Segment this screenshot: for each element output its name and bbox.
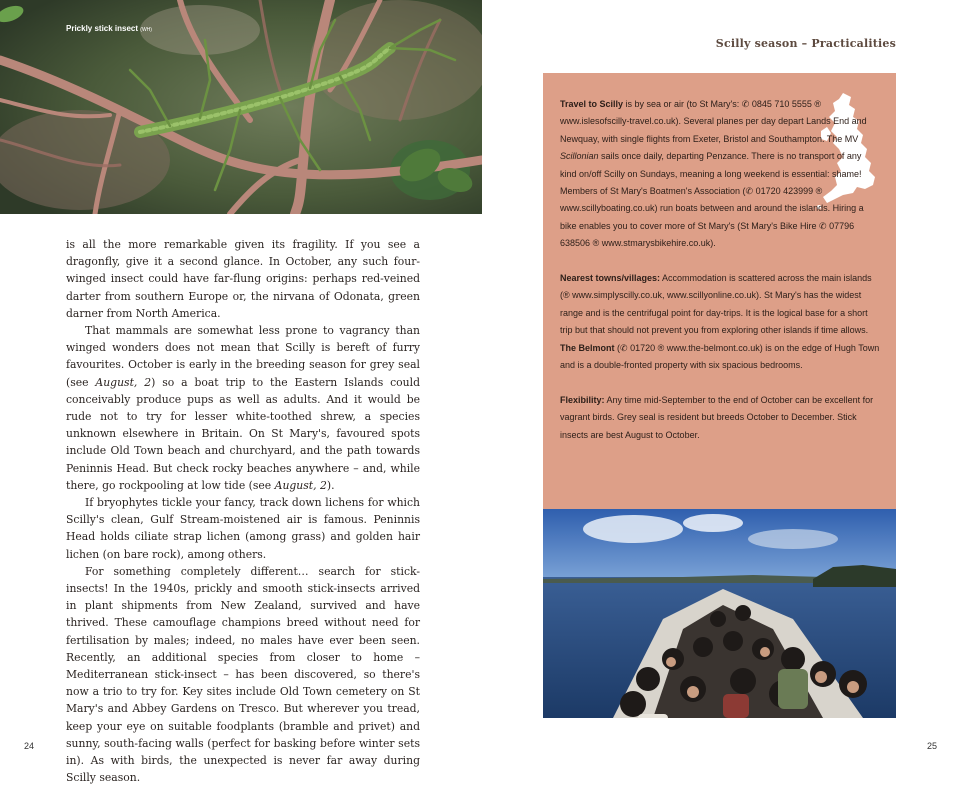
travel-section bbox=[560, 96, 880, 253]
towns-section: Nearest towns/villages: Accommodation is scattered across the main islands (® www.simplyscilly.co.uk, www.scillyonline.co.uk). St Mary's has the widest range and is the centrifugal point for day-trips. It is the logical base for a short trip but that should not prevent you from exploring other islands if time allows. The Belmont (✆ 01720 ® www.the-belmont.co.uk) is on the edge of Hugh Town and is a double-fronted property with six spacious bedrooms. bbox=[560, 273, 880, 371]
running-head: Scilly season – Practicalities bbox=[715, 37, 896, 50]
web-icon: ® bbox=[592, 238, 602, 249]
travel-text: ). bbox=[710, 238, 716, 249]
stick-insect-photo bbox=[0, 0, 482, 214]
paragraph-4: For something completely different… search for stick-insects! In the 1940s, prickly and smooth stick-insects arrived in plant shipments from New Zealand, survived and have thrived. These camouflage champions breed without need for fertilisation by males; indeed, no males have ever been seen. Recently, an additional species from closer to home – Mediterranean stick-insect – has been discovered, so there's now a trio to try for. Key sites include Old Town cemetery on St Mary's and Abbey Gardens on Tresco. But wherever you tread, keep your eye on suitable foodplants (bramble and privet) and sunny, south-facing walls (perfect for basking before winter sets in). As with birds, the unexpected is never far away during Scilly season. bbox=[66, 564, 420, 785]
belmont-website[interactable]: www.the-belmont.co.uk bbox=[666, 342, 760, 353]
paragraph-2 bbox=[66, 322, 420, 494]
web-icon: ® bbox=[814, 99, 822, 109]
phone-icon: ✆ bbox=[620, 342, 631, 353]
phone-icon: ✆ bbox=[741, 99, 752, 109]
boat-website[interactable]: www.scillyboating.co.uk bbox=[560, 203, 655, 214]
left-page-body bbox=[66, 236, 420, 787]
flexibility-label: Flexibility: bbox=[560, 394, 605, 405]
ship-name: Scillonian bbox=[560, 151, 599, 162]
photo-caption bbox=[66, 24, 152, 33]
paragraph-1: is all the more remarkable given its fragility. If you see a dragonfly, give it a second glance. In October, any such four-winged insect could have far-flung origins: perhaps red-veined darter from southern Europe or, the nirvana of Odonata, green darner from North America. bbox=[66, 238, 420, 320]
towns-label: Nearest towns/villages: bbox=[560, 273, 661, 284]
travel-text: is by sea or air (to St Mary's: bbox=[623, 99, 742, 109]
boat-photo bbox=[543, 509, 896, 718]
page-number-left: 24 bbox=[24, 741, 35, 751]
photo-credit: (WH) bbox=[140, 27, 152, 33]
travel-phone: 0845 710 5555 bbox=[751, 99, 812, 109]
bike-phone: 07796 638506 bbox=[560, 220, 855, 249]
practicalities-text bbox=[560, 96, 880, 461]
towns-text: ) is on the edge of Hugh Town and is a double-fronted property with six spacious bedrooms. bbox=[560, 342, 880, 371]
boat-phone: 01720 423999 bbox=[755, 186, 814, 197]
cross-reference: August, 2 bbox=[274, 478, 327, 492]
travel-text: ) run boats between and around the islands. Hiring a bike enables you to cover more of St Mary's (St Mary's Bike Hire bbox=[560, 203, 864, 231]
travel-label: Travel to Scilly bbox=[560, 99, 624, 109]
phone-icon: ✆ bbox=[745, 186, 756, 197]
web-icon: ® bbox=[563, 290, 573, 301]
paragraph-3: If bryophytes tickle your fancy, track down lichens for which Scilly's clean, Gulf Stream-moistened air is famous. Peninnis Head holds ciliate strap lichen (among grass) and golden hair lichen (on bare rock), among others. bbox=[66, 496, 420, 561]
towns-text: Accommodation is scattered across the main islands ( bbox=[560, 273, 872, 301]
page-number-right: 25 bbox=[927, 741, 938, 751]
web-icon: ® bbox=[657, 342, 667, 353]
paragraph-2-middle: ) so a boat trip to the Eastern Islands could conceivably produce pups as well as adults. And it would be rude not to try for lesser white-toothed shrew, a species unknown elsewhere in Britain. On St Mary's, favoured spots include Old Town beach and churchyard, and the path towards Peninnis Head. But check rocky beaches anywhere – and, while there, go rockpooling at low tide (see bbox=[66, 375, 420, 492]
flexibility-section bbox=[560, 392, 880, 444]
travel-text: sails once daily, departing Penzance. There is no transport of any kind on/off Scilly on Sundays, meaning a long weekend is essential: shame! Members of St Mary's Boatmen's Association ( bbox=[560, 151, 862, 197]
paragraph-2-end: ). bbox=[326, 478, 335, 492]
paragraph-2-start: That mammals are somewhat less prone to vagrancy than winged wonders does not mean that Scilly is bereft of furry favourites. October is early in the breeding season for grey seal (see bbox=[66, 324, 420, 389]
travel-text: ). Several planes per day depart Lands End and Newquay, with single flights from Exeter, Bristol and Southampton. The MV bbox=[560, 116, 867, 144]
travel-website[interactable]: www.islesofscilly-travel.co.uk bbox=[560, 116, 676, 127]
towns-websites[interactable]: www.simplyscilly.co.uk, www.scillyonline.co.uk bbox=[572, 290, 757, 301]
towns-text: ). St Mary's has the widest range and is the centrifugal point for day-trips. It is the logical base for a short trip but that should not prevent you from exploring other islands if time allows. bbox=[560, 290, 869, 336]
practicalities-box bbox=[543, 73, 896, 509]
web-icon: ® bbox=[815, 186, 823, 197]
bike-website[interactable]: www.stmarysbikehire.co.uk bbox=[601, 238, 711, 249]
boat-trip-illustration bbox=[543, 509, 896, 718]
belmont-name: The Belmont bbox=[560, 342, 615, 353]
photo-caption-text: Prickly stick insect bbox=[66, 24, 139, 33]
cross-reference: August, 2 bbox=[95, 375, 152, 389]
flexibility-text: Any time mid-September to the end of October can be excellent for vagrant birds. Grey seal is resident but breeds October to December. Stick insects are best August to October. bbox=[560, 394, 874, 440]
belmont-phone: 01720 bbox=[630, 342, 656, 353]
phone-icon: ✆ bbox=[819, 220, 830, 231]
